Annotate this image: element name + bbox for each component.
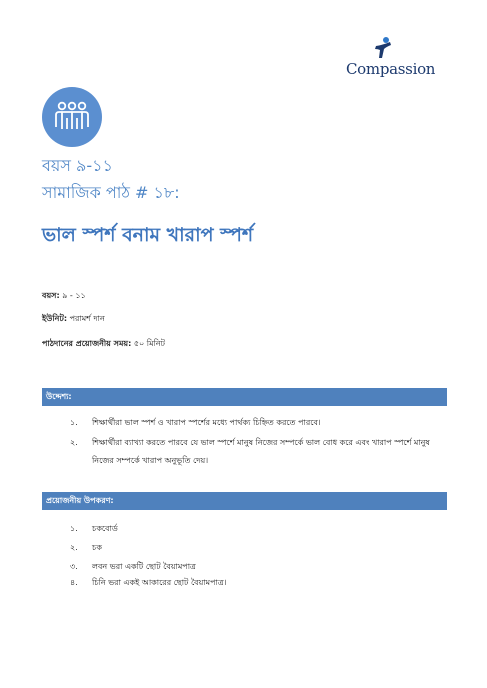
objective-item [70, 437, 430, 450]
age-title: বয়স ৯-১১ [42, 156, 113, 175]
objective-number: ২. [70, 438, 78, 447]
logo-text: Compassion [346, 60, 436, 78]
meta-time [42, 338, 165, 351]
time-value: ৫০ মিনিট [133, 339, 165, 348]
time-label: পাঠদানের প্রয়োজনীয় সময়: [42, 339, 132, 348]
material-text: চকবোর্ড [92, 524, 118, 533]
material-text: লবন ভরা একটি ছোট বৈয়ামপাত্র [92, 562, 196, 571]
objective-number: ১. [70, 418, 78, 427]
material-number: ১. [70, 524, 78, 533]
meta-unit [42, 313, 105, 326]
main-title: ভাল স্পর্শ বনাম খারাপ স্পর্শ [42, 224, 254, 246]
material-item [70, 561, 196, 574]
objective-text-continued: নিজের সম্পর্কে খারাপ অনুভূতি দেয়। [92, 456, 209, 465]
material-number: ২. [70, 543, 78, 552]
materials-heading: প্রয়োজনীয় উপকরণ: [42, 492, 447, 510]
meta-age [42, 290, 86, 303]
material-text: চক [92, 543, 102, 552]
unit-value: পরামর্শ দান [69, 314, 105, 323]
unit-label: ইউনিট: [42, 314, 68, 323]
material-item [70, 577, 227, 590]
objective-text: শিক্ষার্থীরা ভাল স্পর্শ ও খারাপ স্পর্শের মধ্যে পার্থক্য চিহ্নিত করতে পারবে। [92, 418, 321, 427]
age-value: ৯ - ১১ [62, 291, 86, 300]
material-number: ৪. [70, 578, 78, 587]
children-group-icon [42, 87, 102, 147]
age-label: বয়স: [42, 291, 60, 300]
objective-text: শিক্ষার্থীরা ব্যাখ্যা করতে পারবে যে ভাল স্পর্শে মানুষ নিজের সম্পর্কে ভাল বোধ করে এবং খারাপ স্পর্শে মানুষ [92, 438, 430, 447]
person-jumping-icon [370, 36, 396, 62]
material-item [70, 523, 118, 536]
material-number: ৩. [70, 562, 78, 571]
material-item [70, 542, 102, 555]
material-text: চিনি ভরা একই আকারের ছোট বৈয়ামপাত্র। [92, 578, 227, 587]
objectives-heading: উদ্দেশ্য: [42, 388, 447, 406]
compassion-logo [346, 36, 446, 86]
children-group-badge [42, 87, 102, 147]
objective-item [70, 417, 321, 430]
lesson-title: সামাজিক পাঠ # ১৮: [42, 183, 180, 202]
